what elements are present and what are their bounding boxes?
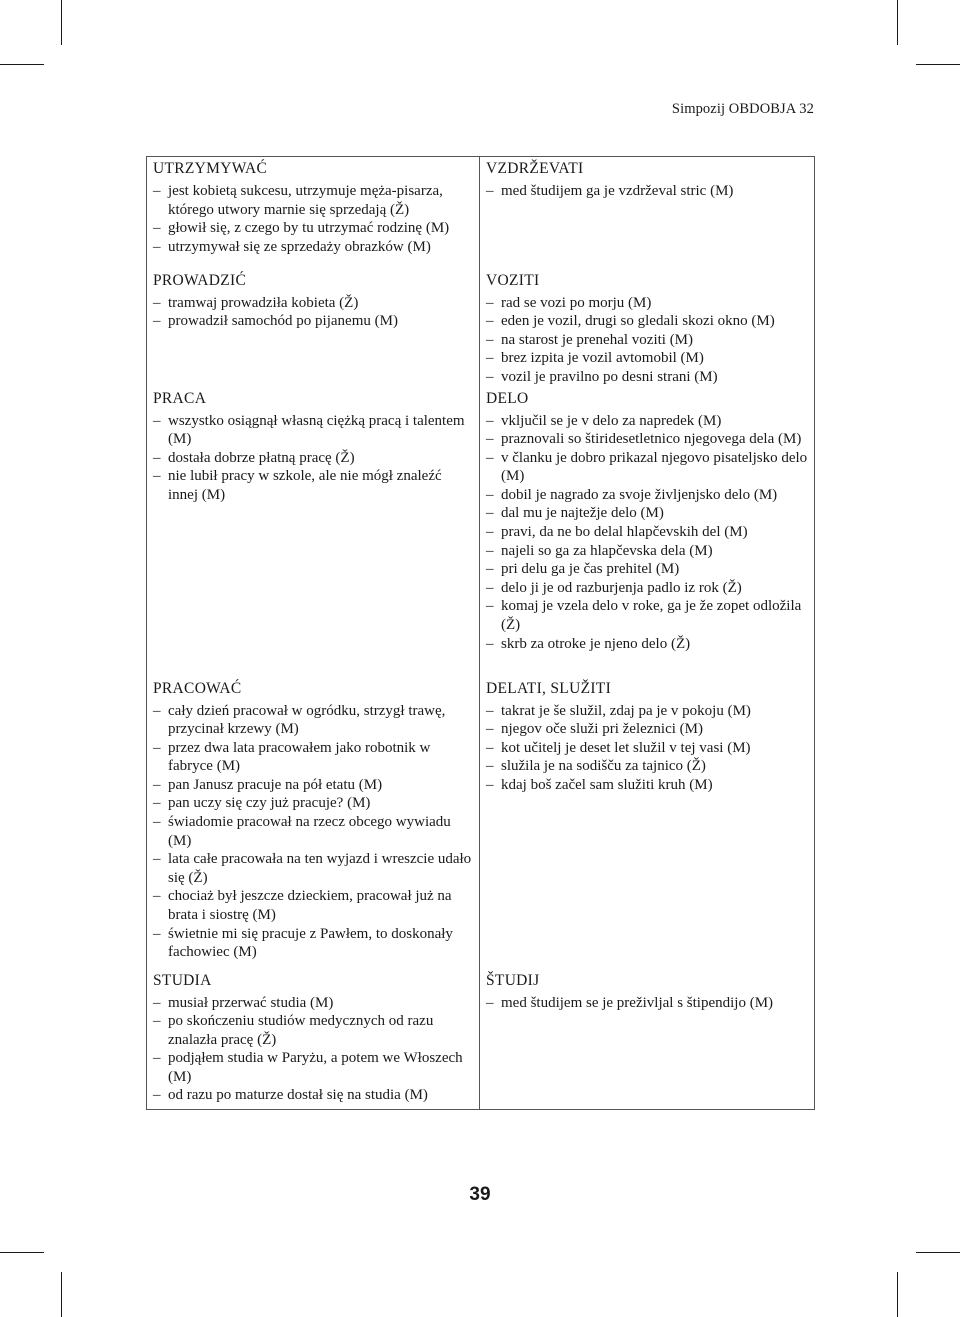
crop-mark: [916, 1252, 960, 1253]
dash-bullet: –: [153, 449, 161, 466]
slovene-headword: VOZITI: [486, 271, 540, 289]
slovene-headword: DELO: [486, 389, 529, 407]
example-list: [486, 994, 808, 1013]
example-item: [486, 486, 808, 505]
table-row: [147, 969, 815, 1110]
slovene-headword: ŠTUDIJ: [486, 971, 540, 989]
example-item: [153, 312, 473, 331]
dash-bullet: –: [153, 238, 161, 255]
polish-headword: PROWADZIĆ: [153, 271, 247, 289]
dash-bullet: –: [153, 994, 161, 1011]
example-item: [153, 887, 473, 924]
dash-bullet: –: [486, 579, 494, 596]
example-item: [486, 368, 808, 387]
example-item: [486, 182, 808, 201]
crop-mark: [916, 64, 960, 65]
example-text: nie lubił pracy w szkole, ale nie mógł znaleźć innej (M): [168, 468, 442, 503]
table-row: [147, 269, 815, 387]
dash-bullet: –: [153, 702, 161, 719]
example-item: [153, 238, 473, 257]
dash-bullet: –: [486, 702, 494, 719]
example-text: świetnie mi się pracuje z Pawłem, to doskonały fachowiec (M): [168, 925, 453, 961]
dash-bullet: –: [486, 561, 494, 578]
crop-mark: [897, 0, 898, 45]
example-list: [486, 412, 808, 654]
example-item: [153, 449, 473, 468]
dash-bullet: –: [486, 412, 494, 429]
example-item: [153, 994, 473, 1013]
example-item: [486, 412, 808, 431]
example-text: kot učitelj je deset let služil v tej vasi (M): [501, 739, 751, 756]
dash-bullet: –: [153, 888, 161, 905]
vocabulary-table: [146, 156, 815, 1110]
dash-bullet: –: [486, 635, 494, 652]
polish-cell: [147, 157, 480, 269]
example-text: delo ji je od razburjenja padlo iz rok (Ž): [501, 579, 742, 596]
example-item: [486, 702, 808, 721]
example-item: [486, 523, 808, 542]
example-text: v članku je dobro prikazal njegovo pisateljsko delo (M): [501, 449, 808, 485]
dash-bullet: –: [153, 739, 161, 756]
example-text: świadomie pracował na rzecz obcego wywiadu (M): [168, 814, 451, 849]
dash-bullet: –: [153, 851, 161, 868]
example-item: [486, 635, 808, 654]
example-text: głowił się, z czego by tu utrzymać rodzinę (M): [168, 220, 450, 237]
example-item: [486, 579, 808, 598]
example-text: musiał przerwać studia (M): [168, 994, 334, 1011]
example-item: [153, 412, 473, 449]
dash-bullet: –: [486, 994, 494, 1011]
example-text: dostała dobrze płatną pracę (Ž): [168, 449, 355, 466]
example-list: [153, 994, 473, 1106]
example-text: od razu po maturze dostał się na studia (M): [168, 1087, 428, 1104]
example-text: pravi, da ne bo delal hlapčevskih del (M): [501, 524, 748, 541]
example-item: [486, 994, 808, 1013]
page-number: 39: [469, 1184, 491, 1205]
dash-bullet: –: [486, 350, 494, 367]
example-text: najeli so ga za hlapčevska dela (M): [501, 542, 713, 559]
dash-bullet: –: [486, 431, 494, 448]
example-item: [486, 312, 808, 331]
dash-bullet: –: [153, 313, 161, 330]
example-list: [486, 182, 808, 201]
example-item: [486, 739, 808, 758]
example-text: pan uczy się czy już pracuje? (M): [168, 795, 371, 812]
example-list: [153, 412, 473, 505]
example-item: [486, 597, 808, 634]
example-text: po skończeniu studiów medycznych od razu znalazła pracę (Ž): [168, 1013, 434, 1048]
example-text: praznovali so štiridesetletnico njegovega dela (M): [501, 431, 802, 448]
example-text: pri delu ga je čas prehitel (M): [501, 561, 680, 578]
example-list: [153, 294, 473, 331]
dash-bullet: –: [153, 1013, 161, 1030]
example-list: [153, 182, 473, 256]
polish-headword: PRACA: [153, 389, 207, 407]
polish-cell: [147, 269, 480, 387]
polish-cell: [147, 677, 480, 969]
example-item: [153, 925, 473, 962]
example-text: rad se vozi po morju (M): [501, 294, 652, 311]
example-item: [153, 776, 473, 795]
example-item: [486, 776, 808, 795]
polish-headword: UTRZYMYWAĆ: [153, 160, 268, 177]
dash-bullet: –: [153, 412, 161, 429]
example-item: [153, 1086, 473, 1105]
polish-cell: [147, 969, 480, 1110]
example-item: [486, 331, 808, 350]
example-item: [486, 542, 808, 561]
example-text: brez izpita je vozil avtomobil (M): [501, 350, 704, 367]
dash-bullet: –: [153, 220, 161, 237]
dash-bullet: –: [153, 1050, 161, 1067]
dash-bullet: –: [486, 505, 494, 522]
example-item: [486, 757, 808, 776]
table-row: [147, 157, 815, 269]
example-item: [486, 430, 808, 449]
example-item: [153, 794, 473, 813]
example-item: [486, 560, 808, 579]
slovene-cell: [480, 677, 815, 969]
example-text: med študijem ga je vzdrževal stric (M): [501, 183, 734, 199]
example-text: skrb za otroke je njeno delo (Ž): [501, 635, 691, 652]
example-item: [153, 182, 473, 219]
crop-mark: [897, 1272, 898, 1317]
example-text: služila je na sodišču za tajnico (Ž): [501, 758, 706, 775]
dash-bullet: –: [153, 814, 161, 831]
dash-bullet: –: [486, 758, 494, 775]
example-text: dal mu je najtežje delo (M): [501, 505, 664, 522]
slovene-headword: VZDRŽEVATI: [486, 160, 584, 177]
dash-bullet: –: [486, 776, 494, 793]
example-text: chociaż był jeszcze dzieckiem, pracował już na brata i siostrę (M): [168, 888, 452, 924]
table-row: [147, 387, 815, 677]
running-header: Simpozij OBDOBJA 32: [671, 101, 814, 117]
table-row: [147, 677, 815, 969]
dash-bullet: –: [486, 739, 494, 756]
example-item: [153, 219, 473, 238]
example-text: tramwaj prowadziła kobieta (Ž): [168, 294, 359, 311]
dash-bullet: –: [486, 524, 494, 541]
slovene-cell: [480, 387, 815, 677]
example-text: prowadził samochód po pijanemu (M): [168, 313, 398, 330]
example-item: [486, 449, 808, 486]
dash-bullet: –: [486, 294, 494, 311]
dash-bullet: –: [153, 294, 161, 311]
slovene-cell: [480, 157, 815, 269]
example-list: [153, 702, 473, 962]
example-text: kdaj boš začel sam služiti kruh (M): [501, 776, 713, 793]
example-item: [153, 1012, 473, 1049]
example-text: utrzymywał się ze sprzedaży obrazków (M): [168, 238, 431, 255]
example-item: [153, 294, 473, 313]
dash-bullet: –: [153, 776, 161, 793]
slovene-cell: [480, 269, 815, 387]
example-item: [486, 504, 808, 523]
example-text: med študijem se je preživljal s štipendijo (M): [501, 994, 774, 1011]
dash-bullet: –: [153, 468, 161, 485]
dash-bullet: –: [153, 925, 161, 942]
dash-bullet: –: [486, 449, 494, 466]
dash-bullet: –: [486, 598, 494, 615]
dash-bullet: –: [153, 795, 161, 812]
dash-bullet: –: [486, 486, 494, 503]
dash-bullet: –: [486, 721, 494, 738]
example-item: [153, 1049, 473, 1086]
example-text: eden je vozil, drugi so gledali skozi okno (M): [501, 313, 775, 330]
dash-bullet: –: [486, 542, 494, 559]
example-item: [153, 850, 473, 887]
example-item: [486, 720, 808, 739]
dash-bullet: –: [486, 313, 494, 330]
example-item: [153, 467, 473, 504]
crop-mark: [0, 64, 44, 65]
example-list: [486, 702, 808, 795]
polish-cell: [147, 387, 480, 677]
example-text: cały dzień pracował w ogródku, strzygł trawę, przycinał krzewy (M): [168, 702, 446, 738]
example-text: takrat je še služil, zdaj pa je v pokoju (M): [501, 702, 751, 719]
example-text: na starost je prenehal voziti (M): [501, 331, 694, 348]
crop-mark: [61, 1272, 62, 1317]
polish-headword: PRACOWAĆ: [153, 679, 242, 697]
slovene-headword: DELATI, SLUŽITI: [486, 679, 612, 697]
crop-mark: [61, 0, 62, 45]
dash-bullet: –: [486, 183, 494, 199]
example-text: pan Janusz pracuje na pół etatu (M): [168, 776, 383, 793]
example-text: vključil se je v delo za napredek (M): [501, 412, 722, 429]
example-text: lata całe pracowała na ten wyjazd i wreszcie udało się (Ž): [168, 851, 472, 886]
dash-bullet: –: [153, 1087, 161, 1104]
example-list: [486, 294, 808, 387]
polish-headword: STUDIA: [153, 971, 212, 989]
dash-bullet: –: [486, 368, 494, 385]
example-text: njegov oče služi pri železnici (M): [501, 721, 704, 738]
example-item: [153, 813, 473, 850]
dash-bullet: –: [486, 331, 494, 348]
example-item: [153, 702, 473, 739]
example-text: jest kobietą sukcesu, utrzymuje męża-pisarza, którego utwory marnie się sprzedają (Ž): [168, 183, 443, 218]
example-item: [486, 349, 808, 368]
example-text: komaj je vzela delo v roke, ga je že zopet odložila (Ž): [501, 598, 802, 634]
example-text: wszystko osiągnął własną ciężką pracą i talentem (M): [168, 412, 465, 448]
dash-bullet: –: [153, 183, 161, 199]
example-text: vozil je pravilno po desni strani (M): [501, 368, 718, 385]
example-item: [153, 739, 473, 776]
example-text: podjąłem studia w Paryżu, a potem we Włoszech (M): [168, 1050, 463, 1085]
example-item: [486, 294, 808, 313]
example-text: dobil je nagrado za svoje življenjsko delo (M): [501, 486, 778, 503]
slovene-cell: [480, 969, 815, 1110]
crop-mark: [0, 1252, 44, 1253]
example-text: przez dwa lata pracowałem jako robotnik w fabryce (M): [168, 739, 431, 775]
